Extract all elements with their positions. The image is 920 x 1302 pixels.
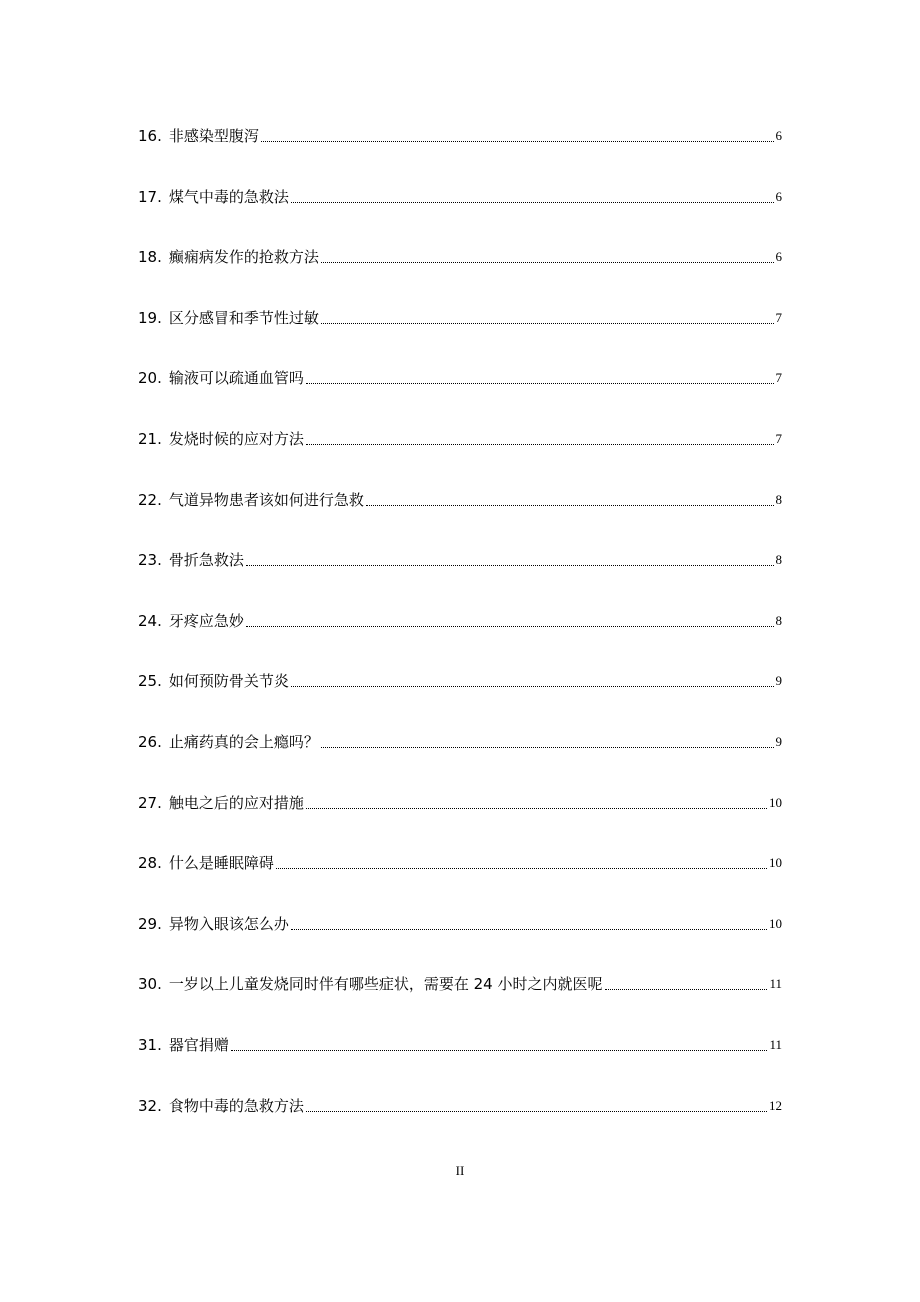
toc-entry-page: 9: [775, 733, 782, 749]
dot-leader: [321, 308, 774, 324]
dot-leader: [261, 126, 774, 142]
toc-entry-number: 16.: [138, 127, 162, 145]
toc-entry[interactable]: [138, 1035, 782, 1096]
toc-entry-number: 17.: [138, 187, 162, 206]
toc-entry[interactable]: [138, 611, 782, 672]
page-number: II: [455, 1163, 465, 1178]
dot-leader: [306, 368, 774, 384]
toc-entry-page: 11: [769, 1036, 782, 1052]
toc-entry-title: 非感染型腹泻: [168, 127, 259, 145]
dot-leader: [276, 853, 767, 869]
toc-entry-title: 牙疼应急妙: [168, 611, 244, 630]
toc-entry-title: 区分感冒和季节性过敏: [168, 308, 319, 327]
toc-entry-title: 食物中毒的急救方法: [168, 1096, 304, 1115]
toc-entry-title: 煤气中毒的急救法: [168, 187, 289, 206]
toc-entry-number: 26.: [138, 732, 162, 751]
toc-entry-number: 28.: [138, 854, 162, 873]
toc-entry-number: 27.: [138, 793, 162, 812]
toc-entry-number: 21.: [138, 429, 162, 448]
toc-entry-number: 20.: [138, 369, 162, 388]
toc-entry-number: 29.: [138, 914, 162, 933]
dot-leader: [246, 611, 774, 627]
toc-entry-title: 输液可以疏通血管吗: [168, 369, 304, 388]
toc-entry-page: 6: [775, 188, 782, 204]
dot-leader: [291, 671, 774, 687]
toc-entry[interactable]: [138, 974, 782, 1035]
toc-entry-title: 异物入眼该怎么办: [168, 914, 289, 933]
toc-entry-page: 8: [775, 612, 782, 628]
toc-entry[interactable]: [138, 732, 782, 793]
toc-entry[interactable]: [138, 126, 782, 187]
toc-entry-number: 22.: [138, 490, 162, 509]
toc-entry[interactable]: [138, 429, 782, 490]
dot-leader: [306, 1096, 767, 1112]
toc-entry-title: 器官捐赠: [168, 1035, 229, 1054]
toc-entry-title: 触电之后的应对措施: [168, 793, 304, 812]
dot-leader: [306, 429, 774, 445]
table-of-contents: [138, 126, 782, 1156]
dot-leader: [306, 793, 767, 809]
toc-entry-page: 7: [775, 430, 782, 446]
toc-entry-title: 一岁以上儿童发烧同时伴有哪些症状，需要在 24 小时之内就医呢: [168, 975, 603, 994]
toc-entry-page: 12: [769, 1097, 782, 1113]
toc-entry-number: 24.: [138, 611, 162, 630]
toc-entry[interactable]: [138, 914, 782, 975]
dot-leader: [321, 247, 774, 263]
toc-entry[interactable]: [138, 308, 782, 369]
toc-entry-number: 19.: [138, 308, 162, 327]
toc-entry-title: 发烧时候的应对方法: [168, 429, 304, 448]
toc-entry-title: 癫痫病发作的抢救方法: [168, 248, 319, 267]
toc-entry[interactable]: [138, 1096, 782, 1157]
toc-entry-title: 骨折急救法: [168, 551, 244, 570]
toc-entry-title: 如何预防骨关节炎: [168, 672, 289, 691]
toc-entry-title: 气道异物患者该如何进行急救: [168, 490, 364, 509]
dot-leader: [231, 1035, 768, 1051]
toc-entry-page: 7: [775, 309, 782, 325]
toc-entry[interactable]: [138, 490, 782, 551]
toc-entry-title: 什么是睡眠障碍: [168, 854, 274, 873]
dot-leader: [291, 914, 767, 930]
dot-leader: [246, 550, 774, 566]
dot-leader: [605, 974, 768, 990]
toc-entry[interactable]: [138, 187, 782, 248]
toc-entry[interactable]: [138, 793, 782, 854]
toc-entry[interactable]: [138, 368, 782, 429]
toc-entry-number: 18.: [138, 248, 162, 267]
toc-entry-page: 10: [769, 855, 782, 871]
toc-entry-page: 9: [775, 673, 782, 689]
toc-entry-number: 23.: [138, 551, 162, 570]
toc-entry-page: 11: [769, 976, 782, 992]
toc-entry-number: 32.: [138, 1096, 162, 1115]
toc-entry-page: 10: [769, 794, 782, 810]
toc-entry[interactable]: [138, 853, 782, 914]
toc-entry-page: 6: [775, 128, 782, 143]
toc-entry-page: 6: [775, 249, 782, 265]
toc-entry[interactable]: [138, 671, 782, 732]
toc-entry-number: 25.: [138, 672, 162, 691]
toc-entry[interactable]: [138, 550, 782, 611]
toc-entry-title: 止痛药真的会上瘾吗？: [168, 732, 319, 751]
toc-entry-number: 30.: [138, 975, 162, 994]
toc-entry-page: 8: [775, 552, 782, 568]
dot-leader: [366, 490, 774, 506]
toc-entry-number: 31.: [138, 1035, 162, 1054]
dot-leader: [291, 187, 774, 203]
dot-leader: [321, 732, 774, 748]
toc-entry[interactable]: [138, 247, 782, 308]
toc-entry-page: 8: [775, 491, 782, 507]
toc-entry-page: 10: [769, 915, 782, 931]
toc-entry-page: 7: [775, 370, 782, 386]
